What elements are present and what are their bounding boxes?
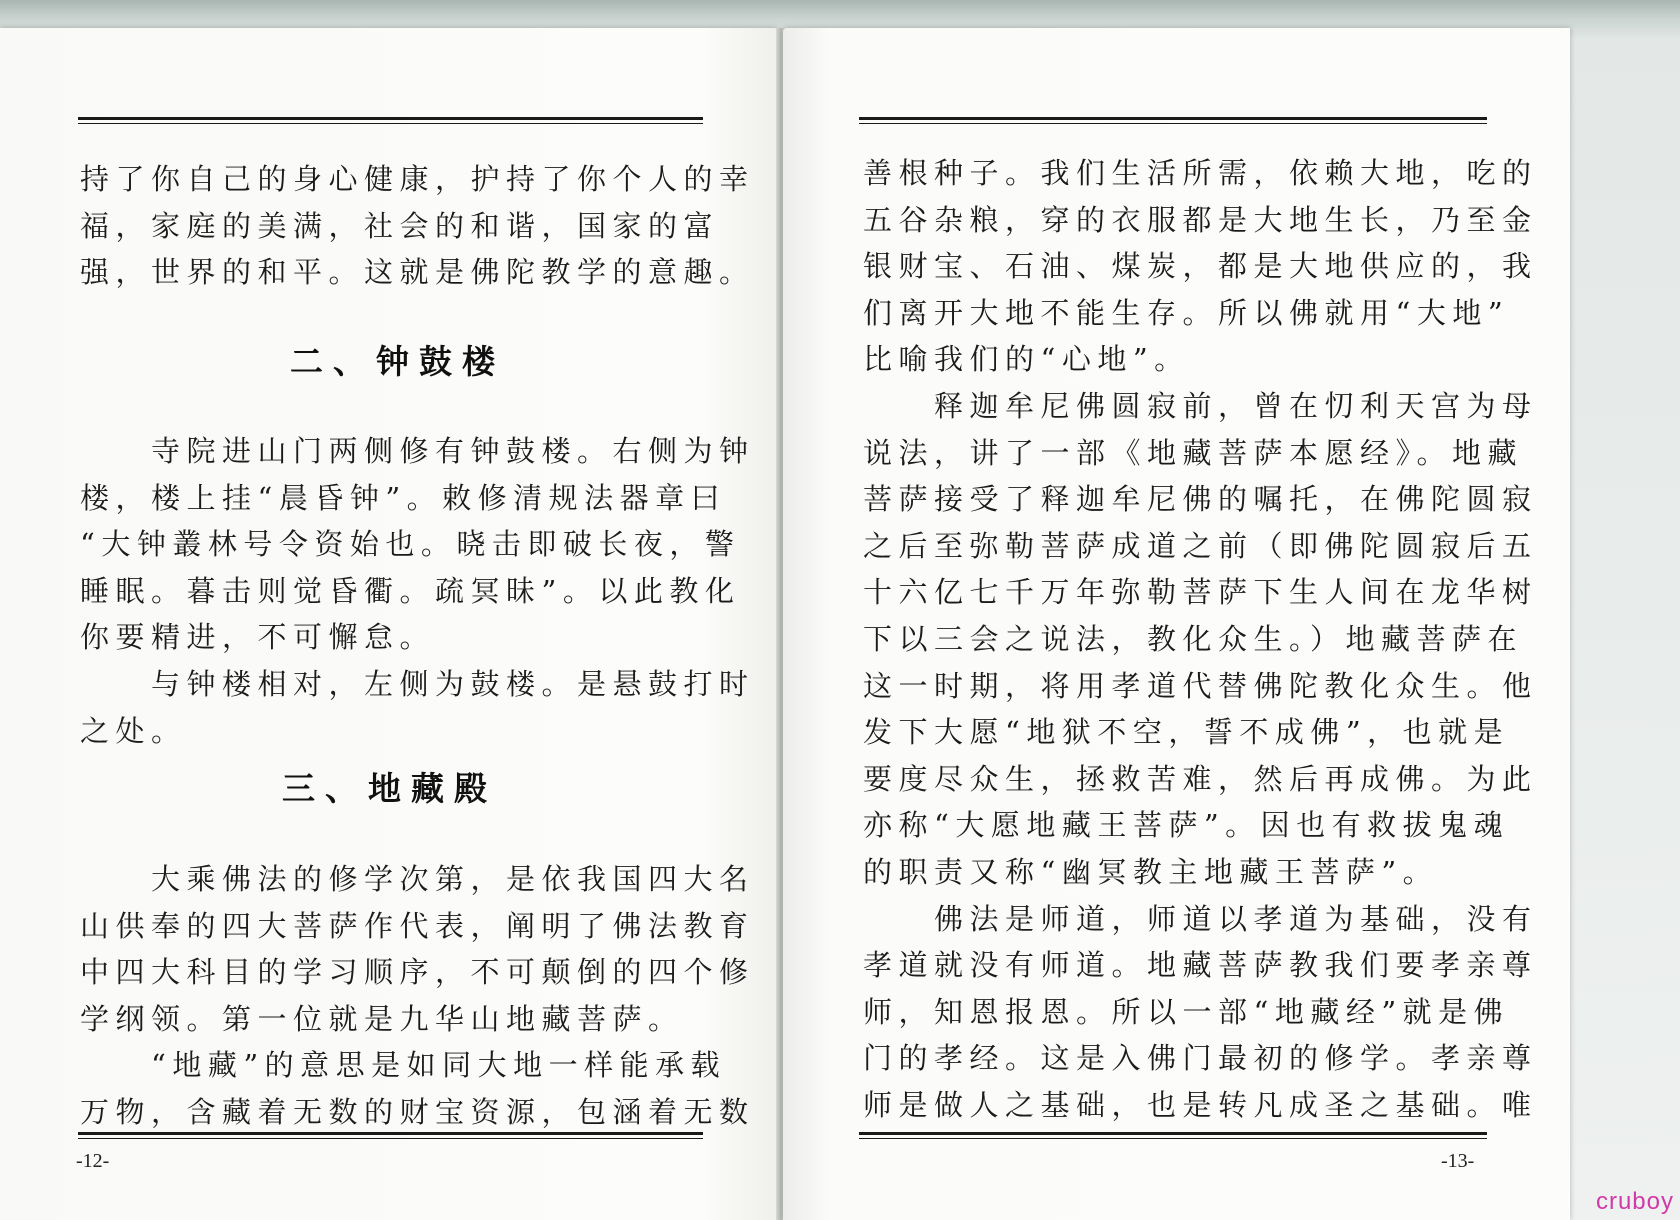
text-line: 的职责又称“幽冥教主地藏王菩萨”。: [863, 854, 1439, 889]
text-line: 学纲领。第一位就是九华山地藏菩萨。: [80, 1001, 684, 1036]
text-line: 持了你自己的身心健康，护持了你个人的幸: [80, 162, 755, 196]
text-line: 大乘佛法的修学次第，是依我国四大名: [80, 862, 755, 896]
right-paragraph-1: [863, 150, 1538, 1128]
text-line: 寺院进山门两侧修有钟鼓楼。右侧为钟: [80, 434, 755, 468]
text-line: 门的孝经。这是入佛门最初的修学。孝亲尊: [863, 1041, 1538, 1076]
text-line: 佛法是师道，师道以孝道为基础，没有: [863, 901, 1538, 936]
left-paragraph-3: [80, 856, 755, 1136]
right-page: [783, 28, 1570, 1220]
text-line: 比喻我们的“心地”。: [863, 342, 1190, 377]
text-line: 释迦牟尼佛圆寂前，曾在忉利天宫为母: [863, 388, 1538, 423]
bottom-rule: [859, 1132, 1487, 1139]
text-line: 亦称“大愿地藏王菩萨”。因也有救拔鬼魂: [863, 808, 1510, 843]
left-page: [0, 28, 778, 1220]
text-line: 之后至弥勒菩萨成道之前（即佛陀圆寂后五: [863, 528, 1538, 563]
section-heading: 二、钟鼓楼: [290, 342, 505, 381]
text-line: 十六亿七千万年弥勒菩萨下生人间在龙华树: [863, 575, 1538, 610]
text-line: “大钟叢林号令资始也。晓击即破长夜，警: [80, 527, 741, 562]
text-line: 善根种子。我们生活所需，依赖大地，吃的: [863, 156, 1538, 190]
text-line: 发下大愿“地狱不空，誓不成佛”，也就是: [863, 715, 1510, 750]
text-line: 们离开大地不能生存。所以佛就用“大地”: [863, 295, 1510, 330]
text-line: “地藏”的意思是如同大地一样能承载: [80, 1048, 727, 1083]
text-line: 这一时期，将用孝道代替佛陀教化众生。他: [863, 668, 1538, 703]
watermark: cruboy: [1595, 1188, 1674, 1215]
page-number: -12-: [76, 1150, 110, 1172]
text-line: 睡眠。暮击则觉昏衢。疏冥昧”。以此教化: [80, 573, 741, 608]
text-line: 楼，楼上挂“晨昏钟”。敕修清规法器章曰: [80, 480, 727, 515]
bottom-rule: [78, 1132, 703, 1139]
text-line: 下以三会之说法，教化众生。）地藏菩萨在: [863, 621, 1524, 656]
top-rule: [78, 117, 703, 124]
text-line: 强，世界的和平。这就是佛陀教学的意趣。: [80, 255, 755, 290]
left-paragraph-2: [80, 428, 755, 754]
section-heading: 三、地藏殿: [282, 769, 497, 808]
text-line: 山供奉的四大菩萨作代表，阐明了佛法教育: [80, 908, 755, 943]
page-number: -13-: [1441, 1150, 1475, 1172]
text-line: 你要精进，不可懈怠。: [80, 620, 436, 655]
text-line: 万物，含藏着无数的财宝资源，包涵着无数: [80, 1094, 755, 1129]
text-line: 要度尽众生，拯救苦难，然后再成佛。为此: [863, 761, 1538, 796]
left-paragraph-1: [80, 156, 755, 296]
text-line: 说法，讲了一部《地藏菩萨本愿经》。地藏: [863, 435, 1524, 470]
top-rule: [859, 117, 1487, 124]
text-line: 菩萨接受了释迦牟尼佛的嘱托，在佛陀圆寂: [863, 482, 1538, 517]
text-line: 银财宝、石油、煤炭，都是大地供应的，我: [863, 249, 1538, 284]
text-line: 中四大科目的学习顺序，不可颠倒的四个修: [80, 955, 755, 990]
text-line: 与钟楼相对，左侧为鼓楼。是悬鼓打时: [80, 666, 755, 701]
text-line: 师是做人之基础，也是转凡成圣之基础。唯: [863, 1087, 1538, 1122]
text-line: 孝道就没有师道。地藏菩萨教我们要孝亲尊: [863, 948, 1538, 983]
text-line: 师，知恩报恩。所以一部“地藏经”就是佛: [863, 994, 1510, 1029]
text-line: 之处。: [80, 713, 187, 748]
text-line: 福，家庭的美满，社会的和谐，国家的富: [80, 208, 720, 243]
text-line: 五谷杂粮，穿的衣服都是大地生长，乃至金: [863, 202, 1538, 237]
